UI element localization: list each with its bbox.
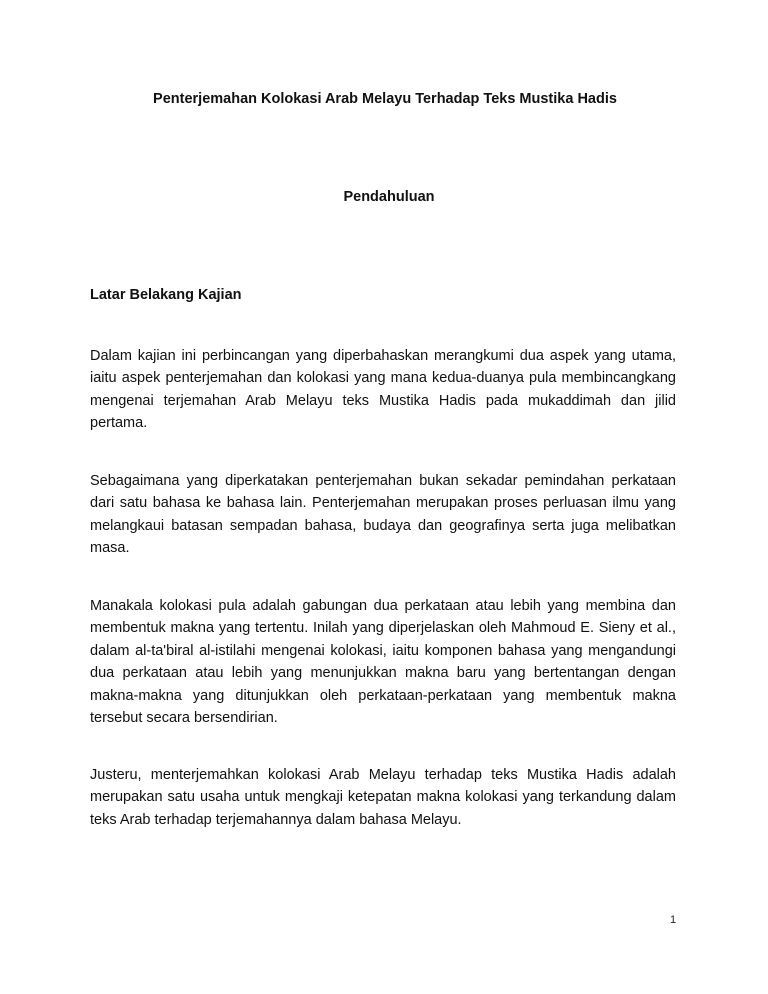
document-title: Penterjemahan Kolokasi Arab Melayu Terhadap Teks Mustika Hadis xyxy=(153,91,617,107)
paragraph: Manakala kolokasi pula adalah gabungan dua perkataan atau lebih yang membina dan membentuk makna yang tertentu. Inilah yang diperjelaskan oleh Mahmoud E. Sieny et al., dalam al-ta'biral al-istilahi mengenai kolokasi, iaitu komponen bahasa yang mengandungi dua perkataan atau lebih yang menunjukkan makna baru yang bertentangan dengan makna-makna yang ditunjukkan oleh perkataan-perkataan yang membentuk makna tersebut secara bersendirian. xyxy=(90,598,676,727)
section-heading: Pendahuluan xyxy=(343,189,435,205)
paragraph: Justeru, menterjemahkan kolokasi Arab Melayu terhadap teks Mustika Hadis adalah merupakan satu usaha untuk mengkaji ketepatan makna kolokasi yang terkandung dalam teks Arab terhadap terjemahannya dalam bahasa Melayu. xyxy=(90,767,676,828)
sub-heading: Latar Belakang Kajian xyxy=(90,287,242,303)
page-number: 1 xyxy=(670,914,677,926)
paragraph: Sebagaimana yang diperkatakan penterjemahan bukan sekadar pemindahan perkataan dari satu bahasa ke bahasa lain. Penterjemahan merupakan proses perluasan ilmu yang melangkaui batasan sempadan bahasa, budaya dan geografinya serta juga melibatkan masa. xyxy=(90,473,676,557)
paragraph: Dalam kajian ini perbincangan yang diperbahaskan merangkumi dua aspek yang utama, iaitu aspek penterjemahan dan kolokasi yang mana kedua-duanya pula membincangkang mengenai terjemahan Arab Melayu teks Mustika Hadis pada mukaddimah dan jilid pertama. xyxy=(90,348,676,432)
